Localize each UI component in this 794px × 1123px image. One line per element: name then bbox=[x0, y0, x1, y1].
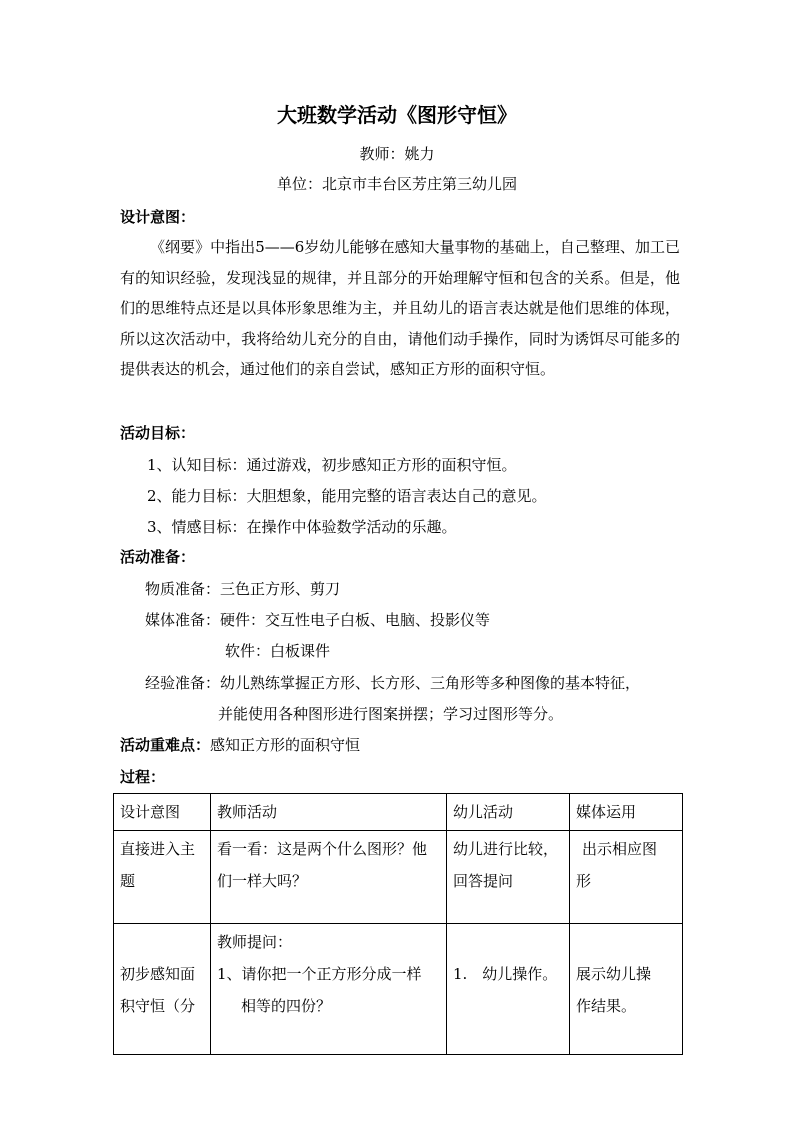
key-point-line bbox=[120, 733, 360, 757]
cell-media bbox=[570, 831, 683, 924]
cell-child bbox=[447, 831, 570, 924]
cell-line: 形 bbox=[576, 872, 592, 890]
cell-line: 教师提问： bbox=[217, 933, 293, 951]
table-row bbox=[114, 831, 683, 924]
unit-line: 单位：北京市丰台区芳庄第三幼儿园 bbox=[276, 175, 517, 193]
preparation-heading: 活动准备： bbox=[120, 548, 196, 566]
key-point-label: 活动重难点： bbox=[120, 736, 211, 754]
cell-intent bbox=[114, 924, 211, 1055]
header-cell-child: 幼儿活动 bbox=[447, 794, 570, 831]
table-row bbox=[114, 924, 683, 1055]
process-table bbox=[113, 793, 683, 1055]
cell-line: 幼儿进行比较， bbox=[453, 840, 559, 858]
header-cell-media: 媒体运用 bbox=[570, 794, 683, 831]
cell-line: 初步感知面 bbox=[120, 965, 196, 983]
cell-line: 们一样大吗？ bbox=[217, 872, 308, 890]
design-intent-heading: 设计意图： bbox=[120, 208, 196, 226]
preparation-media-software: 软件：白板课件 bbox=[225, 642, 331, 660]
design-intent-paragraph: 《纲要》中指出5——6岁幼儿能够在感知大量事物的基础上，自己整理、加工已有的知识经验，发现浅显的规律，并且部分的开始理解守恒和包含的关系。但是，他们的思维特点还是以具体形象思维为主，并且幼儿的语言表达就是他们思维的体现，所以这次活动中，我将给幼儿充分的自由，请他们动手操作，同时为诱饵尽可能多的提供表达的机会，通过他们的亲自尝试，感知正方形的面积守恒。 bbox=[120, 238, 680, 378]
cell-line: 回答提问 bbox=[453, 872, 514, 890]
preparation-experience-2: 并能使用各种图形进行图案拼摆；学习过图形等分。 bbox=[218, 705, 564, 723]
cell-child bbox=[447, 924, 570, 1055]
cell-line: 展示幼儿操 bbox=[576, 965, 652, 983]
cell-line: 题 bbox=[120, 872, 136, 890]
cell-teacher bbox=[211, 924, 447, 1055]
goals-heading: 活动目标： bbox=[120, 424, 196, 442]
header-cell-intent: 设计意图 bbox=[114, 794, 211, 831]
cell-line: 作结果。 bbox=[576, 997, 637, 1015]
cell-line: 1. 幼儿操作。 bbox=[453, 965, 558, 983]
goal-item-3: 3、情感目标：在操作中体验数学活动的乐趣。 bbox=[147, 518, 457, 536]
cell-line: 直接进入主 bbox=[120, 840, 196, 858]
preparation-media-hardware: 媒体准备：硬件：交互性电子白板、电脑、投影仪等 bbox=[145, 611, 491, 629]
cell-media bbox=[570, 924, 683, 1055]
header-cell-teacher: 教师活动 bbox=[211, 794, 447, 831]
goal-item-2: 2、能力目标：大胆想象，能用完整的语言表达自己的意见。 bbox=[147, 487, 547, 505]
preparation-material: 物质准备：三色正方形、剪刀 bbox=[145, 580, 341, 598]
process-heading: 过程： bbox=[120, 768, 166, 786]
key-point-text: 感知正方形的面积守恒 bbox=[210, 736, 361, 754]
doc-title: 大班数学活动《图形守恒》 bbox=[277, 103, 517, 127]
cell-line: 1、请你把一个正方形分成一样 bbox=[217, 965, 422, 983]
cell-line: 出示相应图 bbox=[582, 840, 658, 858]
preparation-experience-1: 经验准备：幼儿熟练掌握正方形、长方形、三角形等多种图像的基本特征， bbox=[145, 674, 641, 692]
cell-line: 看一看：这是两个什么图形？他 bbox=[217, 840, 428, 858]
cell-line: 积守恒（分 bbox=[120, 997, 196, 1015]
teacher-line: 教师：姚力 bbox=[359, 145, 435, 163]
table-header-row bbox=[114, 794, 683, 831]
goal-item-1: 1、认知目标：通过游戏，初步感知正方形的面积守恒。 bbox=[147, 456, 517, 474]
cell-intent bbox=[114, 831, 211, 924]
cell-line: 相等的四份？ bbox=[241, 997, 332, 1015]
cell-teacher bbox=[211, 831, 447, 924]
